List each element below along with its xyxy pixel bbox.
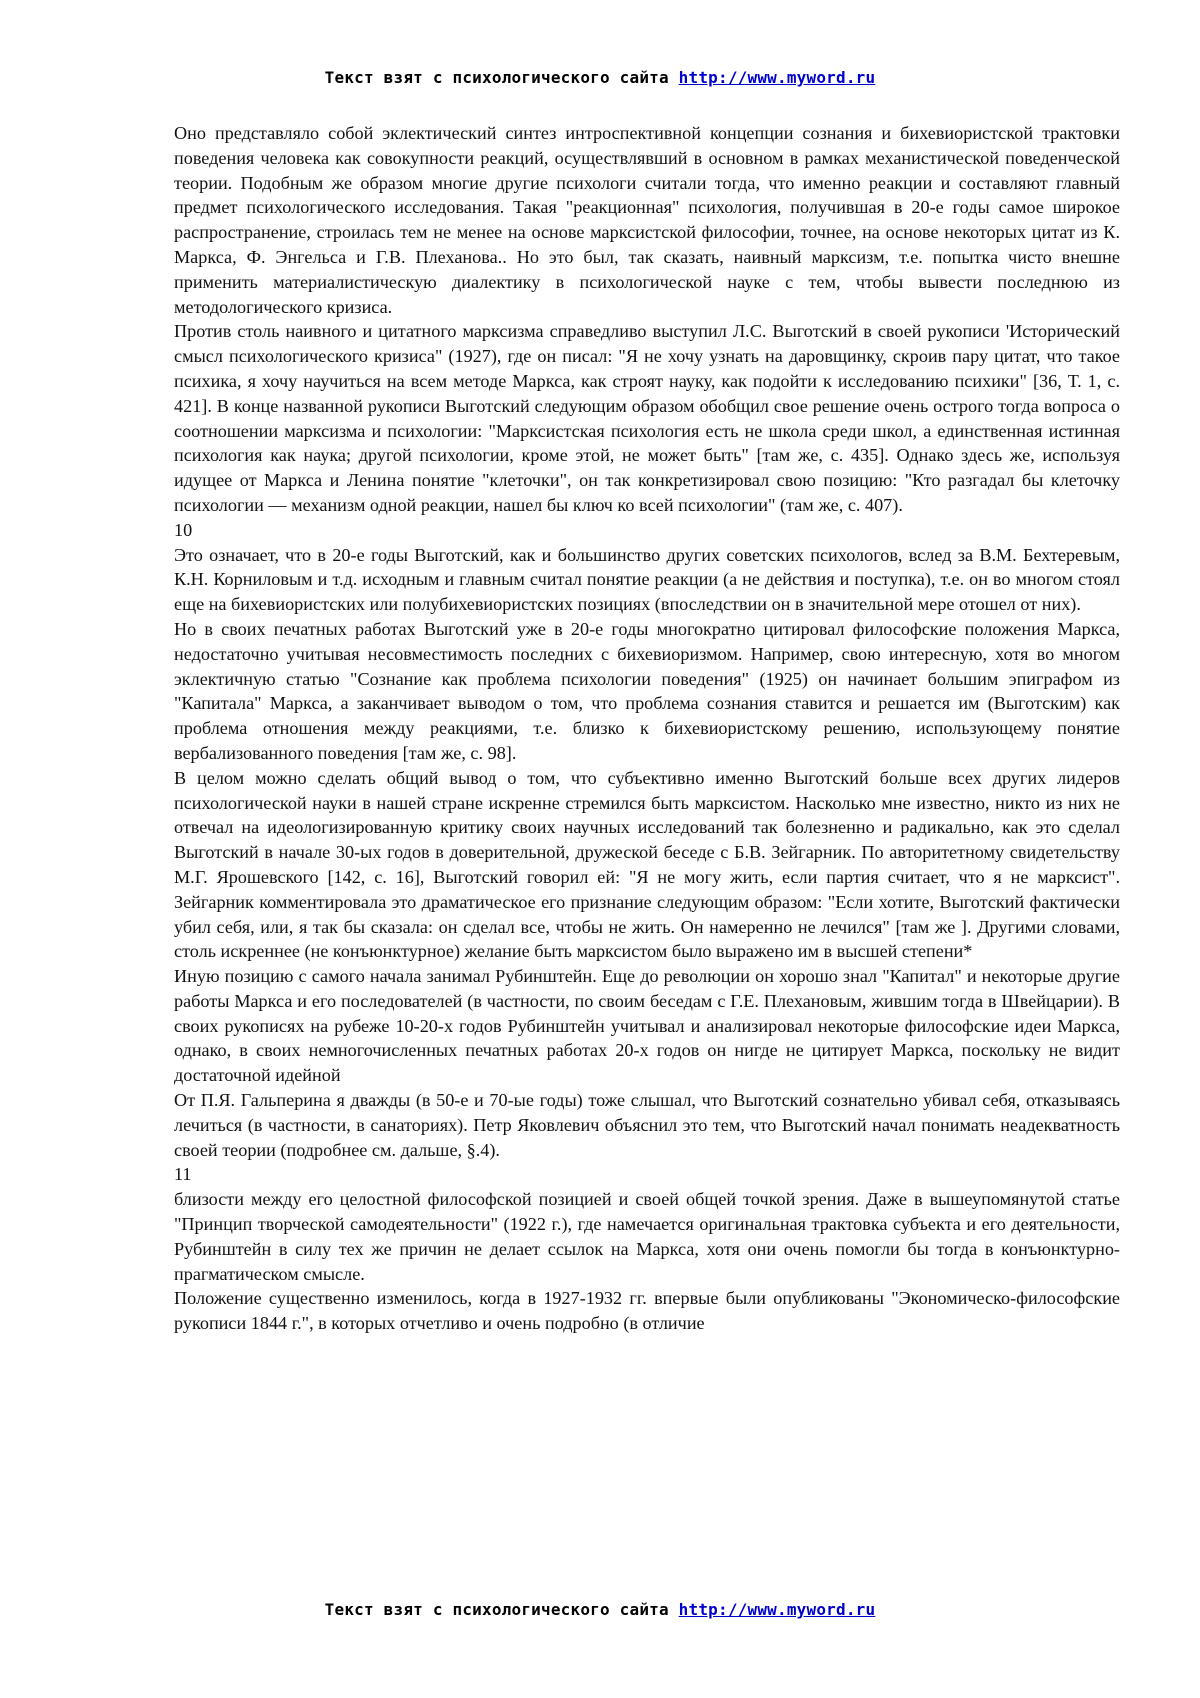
paragraph: Это означает, что в 20-е годы Выготский, как и большинство других советских психологов, вслед за В.М. Бехтеревым, К.Н. Корниловым и т.д. исходным и главным считал понятие реакции (а не действия и поступка), т.е. он во многом стоял еще на бихевиористских или полубихевиористских позициях (впоследствии он в значительной мере отошел от них).	[174, 544, 1120, 615]
page-header	[0, 68, 1200, 87]
paragraph: От П.Я. Гальперина я дважды (в 50-е и 70-ые годы) тоже слышал, что Выготский сознательно убивал себя, отказываясь лечиться (в частности, в санаториях). Петр Яковлевич объяснил это тем, что Выготский начал понимать неадекватность своей теории (подробнее см. дальше, §.4).	[174, 1090, 1120, 1160]
header-link[interactable]: http://www.myword.ru	[678, 68, 876, 87]
paragraph: В целом можно сделать общий вывод о том, что субъективно именно Выготский больше всех других лидеров психологической науки в нашей стране искренне стремился быть марксистом. Насколько мне известно, никто из них не отвечал на идеологизированную критику своих научных исследований так болезненно и радикально, как это сделал Выготский в начале 30-ых годов в доверительной, дружеской беседе с Б.В. Зейгарник. По авторитетному свидетельству М.Г. Ярошевского [142, с. 16], Выготский говорил ей: "Я не могу жить, если партия считает, что я не марксист". Зейгарник комментировала это драматическое его признание следующим образом: "Если хотите, Выготский фактически убил себя, или, я так бы сказала: он сделал все, чтобы не жить. Он намеренно не лечился" [там же ]. Другими словами, столь искреннее (не конъюнктурное) желание быть марксистом было выражено им в высшей степени*	[174, 767, 1120, 962]
footer-text: Текст взят с психологического сайта	[324, 1600, 679, 1619]
paragraph: Но в своих печатных работах Выготский уже в 20-е годы многократно цитировал философские положения Маркса, недостаточно учитывая несовместимость последних с бихевиоризмом. Например, свою интересную, хотя во многом эклектичную статью "Сознание как проблема психологии поведения" (1925) он начинает большим эпиграфом из "Капитала" Маркса, а заканчивает выводом о том, что проблема сознания ставится и решается им (Выготским) как проблема отношения между реакциями, т.е. близко к бихевиористскому решению, использующему понятие вербализованного поведения [там же, с. 98].	[174, 618, 1120, 763]
document-body	[174, 121, 1120, 1336]
page-footer	[0, 1600, 1200, 1619]
page-number: 10	[174, 519, 193, 540]
header-text: Текст взят с психологического сайта	[324, 68, 679, 87]
paragraph: Положение существенно изменилось, когда в 1927-1932 гг. впервые были опубликованы "Экономическо-философские рукописи 1844 г.", в которых отчетливо и очень подробно (в отличие	[174, 1288, 1120, 1334]
footer-link[interactable]: http://www.myword.ru	[678, 1600, 876, 1619]
paragraph: Оно представляло собой эклектический синтез интроспективной концепции сознания и бихевиористской трактовки поведения человека как совокупности реакций, осуществлявший в основном в рамках механистической поведенческой теории. Подобным же образом многие другие психологи считали тогда, что именно реакции и составляют главный предмет психологического исследования. Такая "реакционная" психология, получившая в 20-е годы самое широкое распространение, строилась тем не менее на основе марксистской философии, точнее, на основе некоторых цитат из К. Маркса, Ф. Энгельса и Г.В. Плеханова.. Но это был, так сказать, наивный марксизм, т.е. попытка чисто внешне применить материалистическую диалектику в психологической науке с тем, чтобы вывести последнюю из методологического кризиса.	[174, 123, 1120, 317]
paragraph: Иную позицию с самого начала занимал Рубинштейн. Еще до революции он хорошо знал "Капитал" и некоторые другие работы Маркса и его последователей (в частности, по своим беседам с Г.Е. Плехановым, жившим тогда в Швейцарии). В своих рукописях на рубеже 10-20-х годов Рубинштейн учитывал и анализировал некоторые философские идеи Маркса, однако, в своих немногочисленных печатных работах 20-х годов он нигде не цитирует Маркса, поскольку не видит достаточной идейной	[174, 966, 1120, 1086]
paragraph: близости между его целостной философской позицией и своей общей точкой зрения. Даже в вышеупомянутой статье "Принцип творческой самодеятельности" (1922 г.), где намечается оригинальная трактовка субъекта и его деятельности, Рубинштейн в силу тех же причин не делает ссылок на Маркса, хотя они очень помогли бы тогда в конъюнктурно-прагматическом смысле.	[174, 1189, 1120, 1284]
paragraph: Против столь наивного и цитатного марксизма справедливо выступил Л.С. Выготский в своей рукописи 'Исторический смысл психологического кризиса" (1927), где он писал: "Я не хочу узнать на даровщинку, скроив пару цитат, что такое психика, я хочу научиться на всем методе Маркса, как строят науку, как подойти к исследованию психики" [36, Т. 1, с. 421]. В конце названной рукописи Выготский следующим образом обобщил свое решение очень острого тогда вопроса о соотношении марксизма и психологии: "Марксистская психология есть не школа среди школ, а единственная истинная психология как наука; другой психологии, кроме этой, не может быть" [там же, с. 435]. Однако здесь же, используя идущее от Маркса и Ленина понятие "клеточки", он так конкретизировал свою позицию: "Кто разгадал бы клеточку психологии — механизм одной реакции, нашел бы ключ ко всей психологии" (там же, с. 407).	[174, 321, 1120, 515]
page-number: 11	[174, 1164, 192, 1185]
